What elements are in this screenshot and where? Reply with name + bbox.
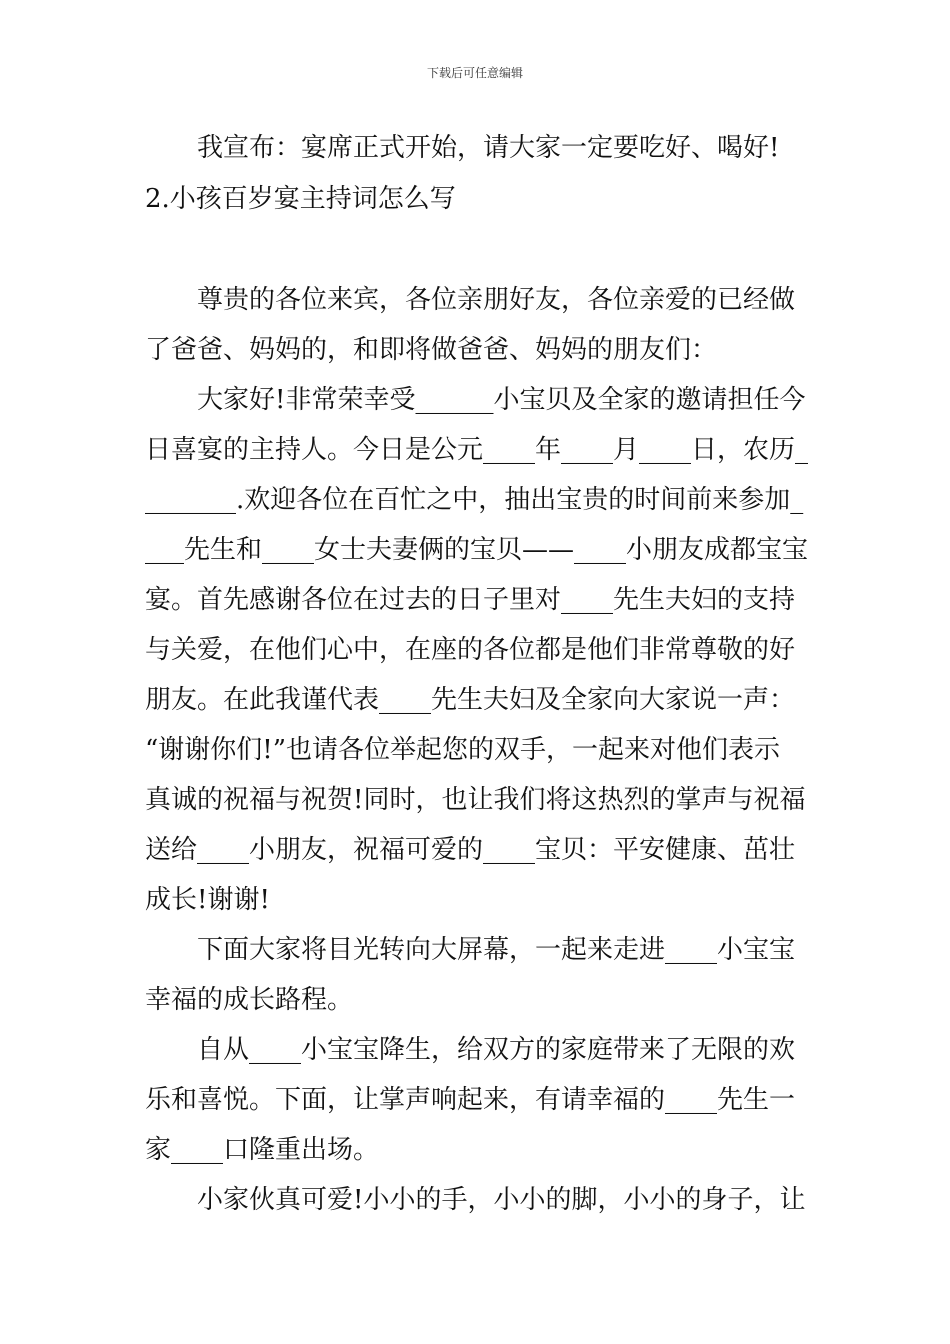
- text-line: 与关爱，在他们心中，在座的各位都是他们非常尊敬的好: [145, 635, 796, 665]
- text-line: 送给____小朋友，祝福可爱的____宝贝：平安健康、茁壮: [145, 835, 796, 865]
- text-line: ___先生和____女士夫妻俩的宝贝——____小朋友成都宝宝: [145, 535, 809, 565]
- text-line: 下面大家将目光转向大屏幕，一起来走进____小宝宝: [197, 935, 796, 965]
- text-line: 尊贵的各位来宾，各位亲朋好友，各位亲爱的已经做: [197, 285, 796, 315]
- text-line: 自从____小宝宝降生，给双方的家庭带来了无限的欢: [197, 1035, 796, 1065]
- text-line: 宴。首先感谢各位在过去的日子里对____先生夫妇的支持: [145, 585, 796, 615]
- page-header: 下载后可任意编辑: [426, 66, 523, 80]
- text-line: 成长!谢谢!: [145, 885, 270, 915]
- text-line: _______.欢迎各位在百忙之中，抽出宝贵的时间前来参加_: [145, 485, 804, 515]
- text-line: 家____口隆重出场。: [145, 1135, 380, 1165]
- text-line: 日喜宴的主持人。今日是公元____年____月____日，农历_: [145, 435, 809, 465]
- text-line: 小家伙真可爱!小小的手，小小的脚，小小的身子，让: [197, 1185, 806, 1215]
- text-line: “谢谢你们!”也请各位举起您的双手，一起来对他们表示: [145, 735, 781, 765]
- text-line: 乐和喜悦。下面，让掌声响起来，有请幸福的____先生一: [145, 1085, 796, 1115]
- text-line: 我宣布：宴席正式开始，请大家一定要吃好、喝好!: [197, 133, 780, 163]
- text-line: 幸福的成长路程。: [145, 985, 354, 1015]
- text-line: 朋友。在此我谨代表____先生夫妇及全家向大家说一声：: [145, 685, 796, 715]
- text-line: 大家好!非常荣幸受______小宝贝及全家的邀请担任今: [197, 385, 806, 415]
- text-line: 真诚的祝福与祝贺!同时，也让我们将这热烈的掌声与祝福: [145, 785, 806, 815]
- text-line: 了爸爸、妈妈的，和即将做爸爸、妈妈的朋友们：: [145, 335, 718, 365]
- section-heading: 2.小孩百岁宴主持词怎么写: [145, 184, 456, 214]
